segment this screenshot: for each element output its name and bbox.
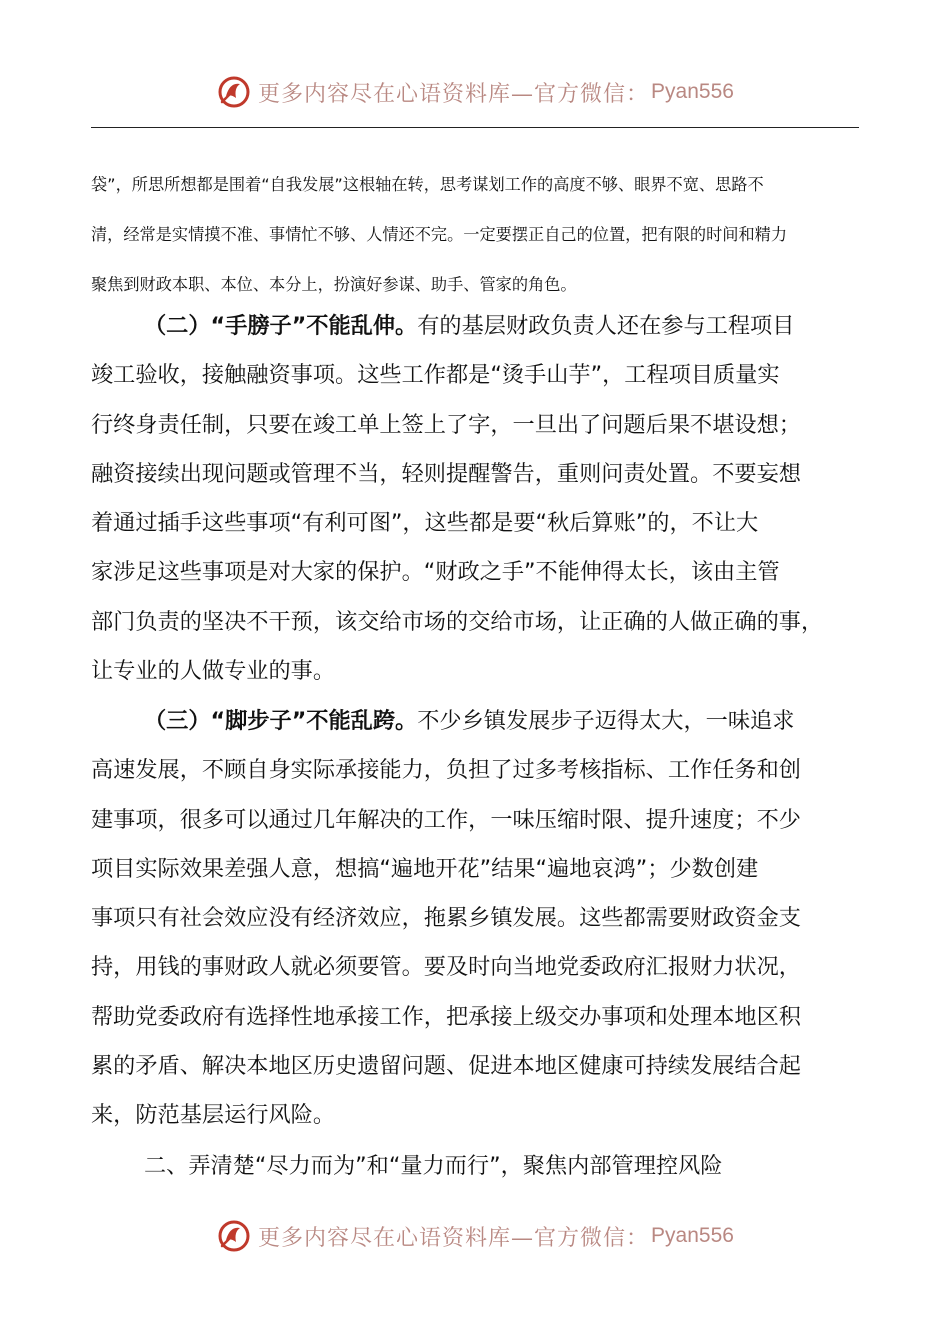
text-line: 累的矛盾、解决本地区历史遗留问题、促进本地区健康可持续发展结合起 <box>91 1053 801 1080</box>
footer-watermark <box>0 1214 950 1258</box>
paragraph-heading: （二）“手膀子”不能乱伸。 <box>144 313 418 339</box>
watermark-logo-icon <box>216 74 252 110</box>
text-line: 清，经常是实情摸不准、事情忙不够、人情还不完。一定要摆正自己的位置，把有限的时间和精力 <box>91 225 788 244</box>
text-line: 竣工验收，接触融资事项。这些工作都是“烫手山芋”，工程项目质量实 <box>91 362 780 389</box>
text-line: 帮助党委政府有选择性地承接工作，把承接上级交办事项和处理本地区积 <box>91 1003 801 1030</box>
text-line: 部门负责的坚决不干预，该交给市场的交给市场，让正确的人做正确的事， <box>91 608 824 635</box>
text-line: 聚焦到财政本职、本位、本分上，扮演好参谋、助手、管家的角色。 <box>91 275 577 294</box>
text-line: 事项只有社会效应没有经济效应，拖累乡镇发展。这些都需要财政资金支 <box>91 905 801 932</box>
text-line: 持，用钱的事财政人就必须要管。要及时向当地党委政府汇报财力状况， <box>91 954 801 981</box>
paragraph-heading: （三）“脚步子”不能乱跨。 <box>144 708 418 734</box>
watermark-account-text: Pyan556 <box>651 80 734 103</box>
watermark-brand-text: 更多内容尽在心语资料库—官方微信： <box>258 1225 650 1251</box>
text-line <box>91 302 871 351</box>
text-line: 来，防范基层运行风险。 <box>91 1102 336 1129</box>
text-line: 融资接续出现问题或管理不当，轻则提醒警告，重则问责处置。不要妄想 <box>91 460 801 487</box>
section-heading-text: 二、弄清楚“尽力而为”和“量力而行”，聚焦内部管理控风险 <box>144 1153 723 1179</box>
text-line: 建事项，很多可以通过几年解决的工作，一味压缩时限、提升速度；不少 <box>91 806 801 833</box>
header-divider <box>91 127 859 128</box>
text-line: 家涉足这些事项是对大家的保护。“财政之手”不能伸得太长，该由主管 <box>91 559 780 586</box>
text-line: 让专业的人做专业的事。 <box>91 658 336 685</box>
watermark-account-text: Pyan556 <box>651 1224 734 1247</box>
text-line: 高速发展，不顾自身实际承接能力，负担了过多考核指标、工作任务和创 <box>91 757 801 784</box>
text-line: 袋”，所思所想都是围着“自我发展”这根轴在转，思考谋划工作的高度不够、眼界不宽、思路不 <box>91 175 764 194</box>
paragraph-hands <box>91 302 871 696</box>
text-run: 有的基层财政负责人还在参与工程项目 <box>417 313 795 339</box>
paragraph-steps <box>91 697 871 1141</box>
section-heading <box>91 1142 871 1191</box>
text-line: 着通过插手这些事项“有利可图”，这些都是要“秋后算账”的，不让大 <box>91 510 759 537</box>
text-line <box>91 697 871 746</box>
watermark-brand-text: 更多内容尽在心语资料库—官方微信： <box>258 81 650 107</box>
watermark-logo-icon <box>216 1218 252 1254</box>
header-watermark <box>0 70 950 114</box>
text-line: 项目实际效果差强人意，想搞“遍地开花”结果“遍地哀鸿”；少数创建 <box>91 855 759 882</box>
text-line: 行终身责任制，只要在竣工单上签上了字，一旦出了问题后果不堪设想； <box>91 411 801 438</box>
paragraph-continuation <box>91 160 861 310</box>
text-run: 不少乡镇发展步子迈得太大，一味追求 <box>417 708 795 734</box>
